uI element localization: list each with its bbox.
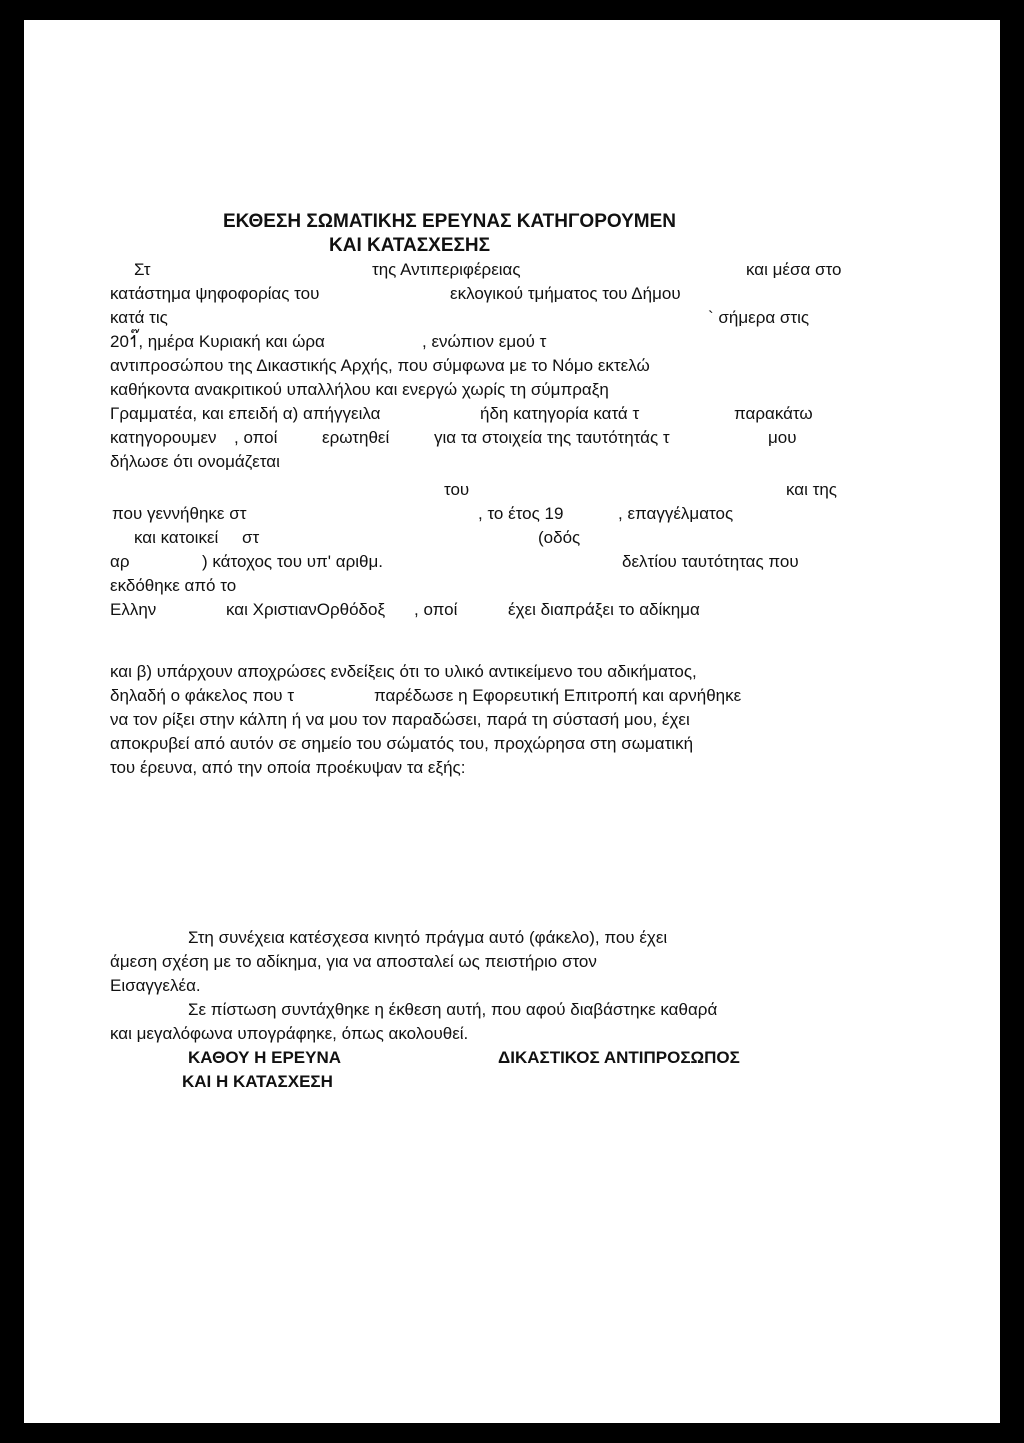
document-page: ΕΚΘΕΣΗ ΣΩΜΑΤΙΚΗΣ ΕΡΕΥΝΑΣ ΚΑΤΗΓΟΡΟΥΜΕΝ ΚΑΙ ΚΑΤΑΣΧΕΣΗΣ Στ της Αντιπεριφέρειας και μέσα στο κατάστημα ψηφοφορίας του εκλογικού τμήματος του Δήμου κατά τις ` σήμερα στις 201๊, ημέρα Κυριακή και ώρα , ενώπιον εμού τ αντιπροσώπου της Δικαστικής Αρχής, που σύμφωνα με το Νόμο εκτελώ καθήκοντα ανακριτικού υπαλλήλου και ενεργώ χωρίς τη σύμπραξη Γραμματέα, και επειδή α) απήγγειλα ήδη κατηγορία κατά τ παρακάτω κατηγορουμεν , οποί ερωτηθεί για τα στοιχεία της ταυτότητάς τ μου δήλωσε ότι ονομάζεται του και της που γεννήθηκε στ , το έτος 19 , επαγγέλματος και κατοικεί στ (οδός αρ ) κάτοχος του υπ' αριθμ. δελτίου ταυτότητας που εκδόθηκε από το Ελλην και ΧριστιανΟρθόδοξ , οποί έχει διαπράξει το αδίκημα και β) υπάρχουν αποχρώσες ενδείξεις ότι το υλικό αντικείμενο του αδικήματος, δηλαδή ο φάκελος που τ παρέδωσε η Εφορευτική Επιτροπή και αρνήθηκε να τον ρίξει στην κάλπη ή να μου τον παραδώσει, παρά τη σύστασή μου, έχει αποκρυβεί από αυτόν σε σημείο του σώματός του, προχώρησα στη σωματική του έρευνα, από την οποία προέκυψαν τα εξής: Στη συνέχεια κατέσχεσα κινητό πράγμα αυτό (φάκελο), που έχει άμεση σχέση με το αδίκημα, για να αποσταλεί ως πειστήριο στον Εισαγγελέα. Σε πίστωση συντάχθηκε η έκθεση αυτή, που αφού διαβάστηκε καθαρά και μεγαλόφωνα υπογράφηκε, όπως ακολουθεί. ΚΑΘΟΥ Η ΕΡΕΥΝΑ ΔΙΚΑΣΤΙΚΟΣ ΑΝΤΙΠΡΟΣΩΠΟΣ ΚΑΙ Η ΚΑΤΑΣΧΕΣΗ xyxy=(24,20,1000,1423)
searched-person-signature-label: ΚΑΘΟΥ Η ΕΡΕΥΝΑ xyxy=(188,1048,342,1067)
scan-border-right xyxy=(1000,0,1024,1443)
searched-person-signature-label-2: ΚΑΙ Η ΚΑΤΑΣΧΕΣΗ xyxy=(182,1072,333,1091)
scan-border-bottom xyxy=(0,1423,1024,1443)
judicial-representative-signature-label: ΔΙΚΑΣΤΙΚΟΣ ΑΝΤΙΠΡΟΣΩΠΟΣ xyxy=(498,1048,740,1067)
scan-border-left xyxy=(0,0,24,1443)
scan-border-top xyxy=(0,0,1024,20)
